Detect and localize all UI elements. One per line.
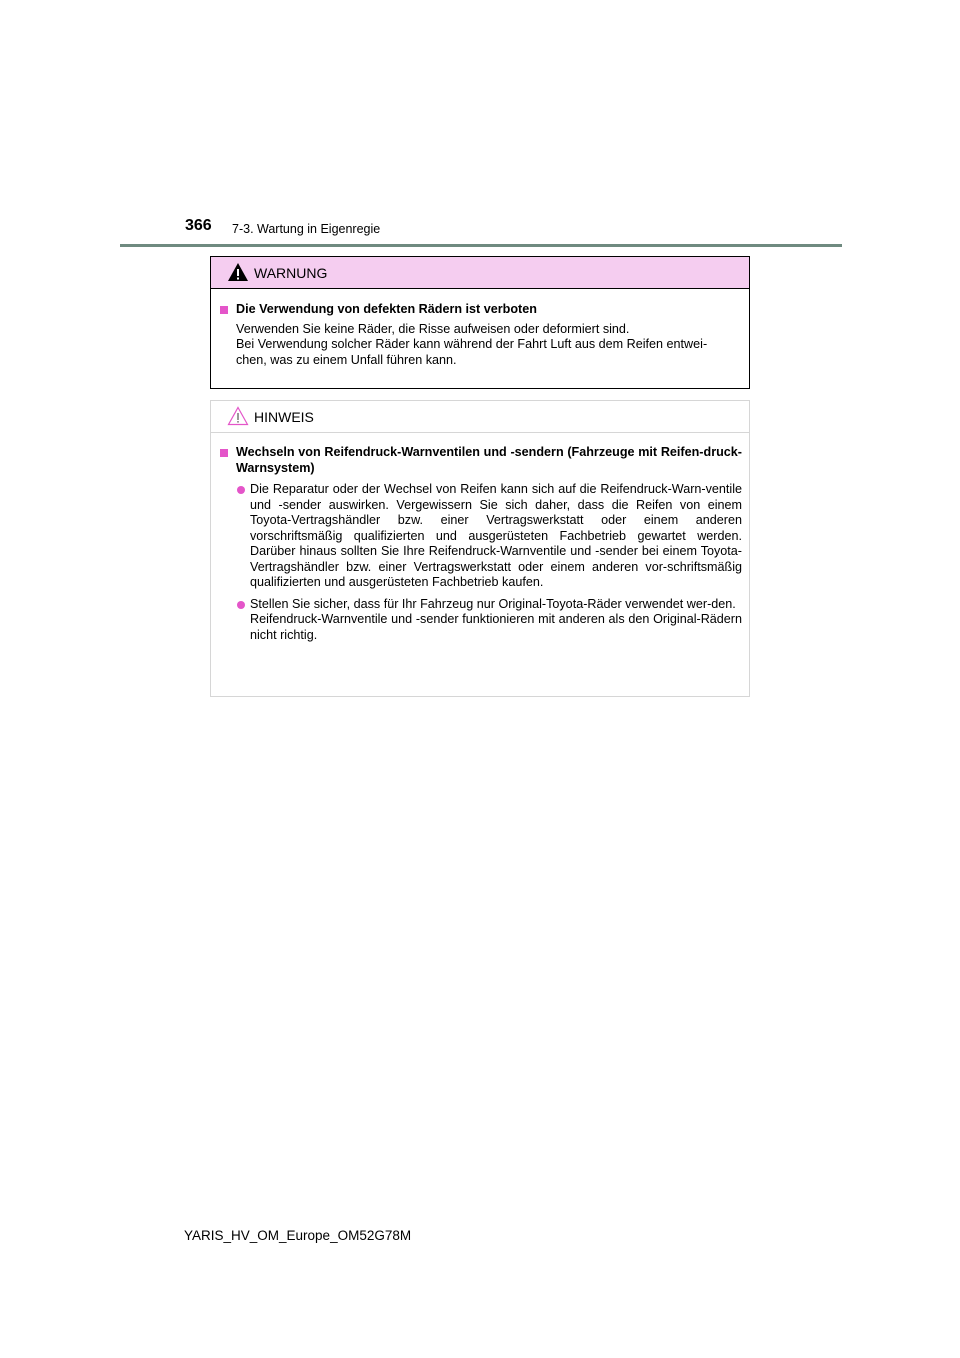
footer-doc-id: YARIS_HV_OM_Europe_OM52G78M: [184, 1228, 412, 1243]
note-subitem-line: Reifendruck-Warnventile und -sender funktionieren mit anderen als den Original-Rädern nicht richtig.: [250, 612, 742, 642]
note-subitem: [236, 597, 742, 644]
square-bullet-icon: [220, 449, 228, 457]
round-bullet-icon: [237, 601, 245, 609]
warning-label: WARNUNG: [254, 265, 328, 281]
warning-box: [210, 256, 750, 389]
warning-item-title: Die Verwendung von defekten Rädern ist verboten: [236, 302, 537, 316]
note-item: [217, 445, 742, 643]
note-subitem: [236, 482, 742, 591]
note-header: [211, 401, 749, 433]
note-box: [210, 400, 750, 697]
note-subitem-text: Die Reparatur oder der Wechsel von Reifen kann sich auf die Reifendruck-Warn-ventile und -sender auswirken. Vergewissern Sie sich daher, dass die Reifen von einem Toyota-Vertragshändler bzw. einer Vertragswerkstatt oder einem anderen vorschriftsmäßig qualifizierten und ausgerüsteten Fachbetrieb gewartet werden. Darüber hinaus sollten Sie Ihre Reifendruck-Warnventile und -sender bei einem Toyota-Vertragshändler bzw. einer Vertragswerkstatt oder einem anderen vor-schriftsmäßig qualifizierten und ausgerüsteten Fachbetrieb kaufen.: [250, 482, 742, 589]
warning-item: [217, 302, 742, 368]
caution-triangle-icon: [227, 406, 249, 426]
note-label: HINWEIS: [254, 409, 314, 425]
warning-line: chen, was zu einem Unfall führen kann.: [236, 352, 457, 367]
warning-header: [211, 257, 749, 289]
warning-triangle-icon: [227, 262, 249, 282]
header-rule: [120, 244, 842, 247]
warning-line: Bei Verwendung solcher Räder kann während der Fahrt Luft aus dem Reifen entwei-: [236, 337, 708, 351]
note-subitem-line: Stellen Sie sicher, dass für Ihr Fahrzeug nur Original-Toyota-Räder verwendet wer-den.: [250, 596, 736, 611]
warning-text: [236, 322, 742, 369]
note-item-title: Wechseln von Reifendruck-Warnventilen und -sendern (Fahrzeuge mit Reifen-druck-Warnsystem): [236, 445, 742, 475]
section-title: 7-3. Wartung in Eigenregie: [232, 222, 381, 236]
note-subitem-text: [250, 597, 742, 644]
page-number: 366: [185, 217, 212, 234]
square-bullet-icon: [220, 306, 228, 314]
round-bullet-icon: [237, 486, 245, 494]
warning-line: Verwenden Sie keine Räder, die Risse aufweisen oder deformiert sind.: [236, 321, 630, 336]
